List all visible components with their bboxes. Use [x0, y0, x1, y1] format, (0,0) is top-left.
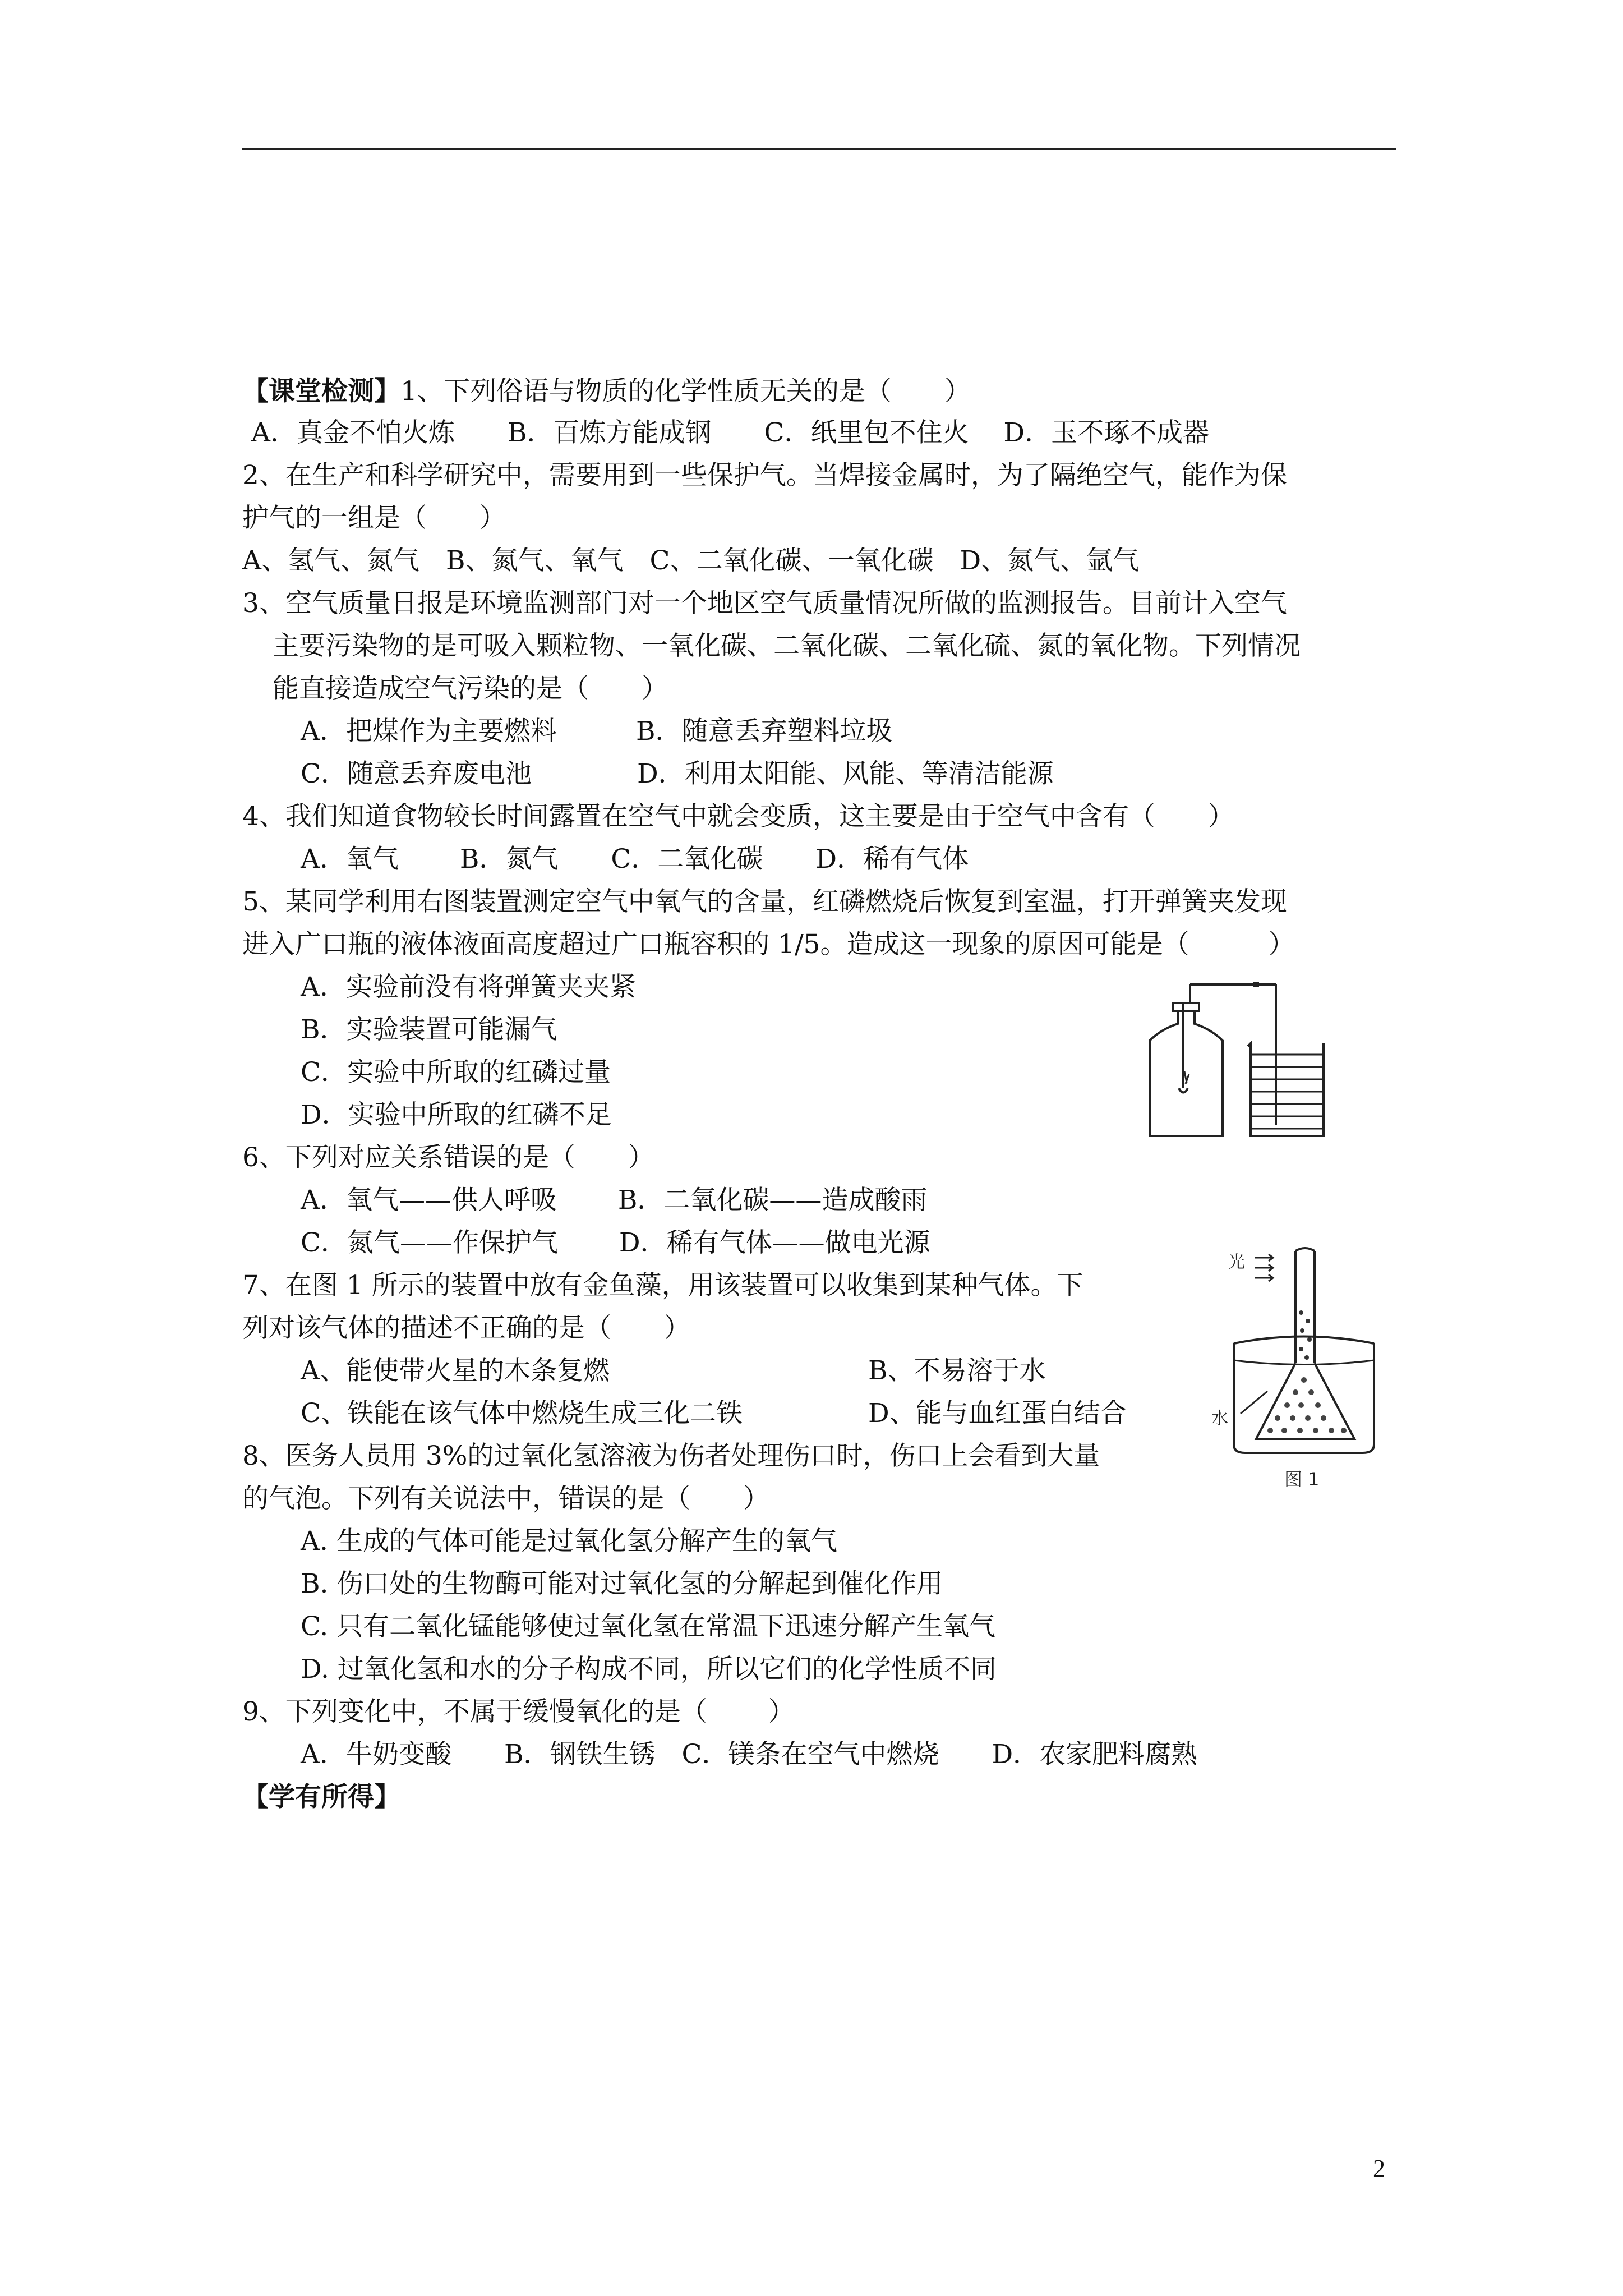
header-rule	[242, 148, 1396, 150]
question-8-option-b: B. 伤口处的生物酶可能对过氧化氢的分解起到催化作用	[301, 1568, 943, 1599]
question-5-option-a: A．实验前没有将弹簧夹夹紧	[301, 972, 636, 1002]
question-9-options: A．牛奶变酸 B．钢铁生锈 C．镁条在空气中燃烧 D．农家肥料腐熟	[301, 1739, 1198, 1770]
question-6-options-ab: A．氧气——供人呼吸 B．二氧化碳——造成酸雨	[301, 1185, 928, 1216]
oxygen-measurement-apparatus-figure	[1138, 976, 1363, 1144]
question-6-options-cd: C．氮气——作保护气 D．稀有气体——做电光源	[301, 1227, 930, 1258]
question-8-option-d: D. 过氧化氢和水的分子构成不同，所以它们的化学性质不同	[301, 1654, 997, 1685]
question-7-option-c: C、铁能在该气体中燃烧生成三化二铁	[301, 1398, 743, 1429]
section-title-gain: 【学有所得】	[242, 1782, 400, 1812]
question-5-stem-2: 进入广口瓶的液体液面高度超过广口瓶容积的 1/5。造成这一现象的原因可能是（ ）	[242, 929, 1295, 960]
question-7-stem-2: 列对该气体的描述不正确的是（ ）	[242, 1313, 690, 1343]
question-3-stem-1: 3、空气质量日报是环境监测部门对一个地区空气质量情况所做的监测报告。目前计入空气	[242, 588, 1287, 619]
question-7-option-a: A、能使带火星的木条复燃	[301, 1355, 610, 1386]
figure-1-caption: 图 1	[1284, 1469, 1320, 1490]
question-8-stem-1: 8、医务人员用 3%的过氧化氢溶液为伤者处理伤口时，伤口上会看到大量	[242, 1441, 1100, 1471]
question-5-option-c: C．实验中所取的红磷过量	[301, 1057, 611, 1088]
question-8-option-a: A. 生成的气体可能是过氧化氢分解产生的氧气	[301, 1526, 837, 1557]
question-6-stem: 6、下列对应关系错误的是（ ）	[242, 1142, 654, 1173]
question-5-option-b: B．实验装置可能漏气	[301, 1014, 557, 1045]
question-2-stem-1: 2、在生产和科学研究中，需要用到一些保护气。当焊接金属时，为了隔绝空气，能作为保	[242, 460, 1287, 491]
page-number: 2	[1373, 2155, 1385, 2182]
question-1-stem-line	[242, 375, 971, 408]
question-8-stem-2: 的气泡。下列有关说法中，错误的是（ ）	[242, 1483, 769, 1514]
question-5-option-d: D．实验中所取的红磷不足	[301, 1099, 612, 1130]
question-2-stem-2: 护气的一组是（ ）	[242, 503, 506, 533]
figure-1-light-label: 光	[1228, 1253, 1245, 1272]
question-8-option-c: C. 只有二氧化锰能够使过氧化氢在常温下迅速分解产生氧气	[301, 1611, 996, 1642]
figure-1-water-label: 水	[1211, 1409, 1228, 1428]
question-7-stem-1: 7、在图 1 所示的装置中放有金鱼藻，用该装置可以收集到某种气体。下	[242, 1270, 1083, 1301]
figure-1-pondweed-apparatus	[1211, 1245, 1380, 1492]
question-7-option-b: B、不易溶于水	[868, 1355, 1046, 1386]
question-7-option-d: D、能与血红蛋白结合	[868, 1398, 1127, 1429]
question-2-options: A、氢气、氮气 B、氮气、氧气 C、二氧化碳、一氧化碳 D、氮气、氩气	[242, 545, 1140, 576]
question-5-stem-1: 5、某同学利用右图装置测定空气中氧气的含量，红磷燃烧后恢复到室温，打开弹簧夹发现	[242, 886, 1287, 917]
question-9-stem: 9、下列变化中，不属于缓慢氧化的是（ ）	[242, 1696, 795, 1727]
question-3-stem-2: 主要污染物的是可吸入颗粒物、一氧化碳、二氧化碳、二氧化硫、氮的氧化物。下列情况	[273, 631, 1301, 661]
question-3-stem-3: 能直接造成空气污染的是（ ）	[273, 673, 668, 704]
question-4-stem: 4、我们知道食物较长时间露置在空气中就会变质，这主要是由于空气中含有（ ）	[242, 801, 1234, 832]
question-1-options: A．真金不怕火炼 B．百炼方能成钢 C．纸里包不住火 D．玉不琢不成器	[251, 417, 1210, 448]
question-3-options-cd: C．随意丢弃废电池 D．利用太阳能、风能、等清洁能源	[301, 758, 1054, 789]
section-title-check: 【课堂检测】	[242, 376, 400, 407]
question-1-stem: 1、下列俗语与物质的化学性质无关的是（ ）	[400, 376, 971, 407]
question-3-options-ab: A．把煤作为主要燃料 B．随意丢弃塑料垃圾	[301, 716, 893, 747]
question-4-options: A．氧气 B．氮气 C．二氧化碳 D．稀有气体	[301, 844, 969, 875]
